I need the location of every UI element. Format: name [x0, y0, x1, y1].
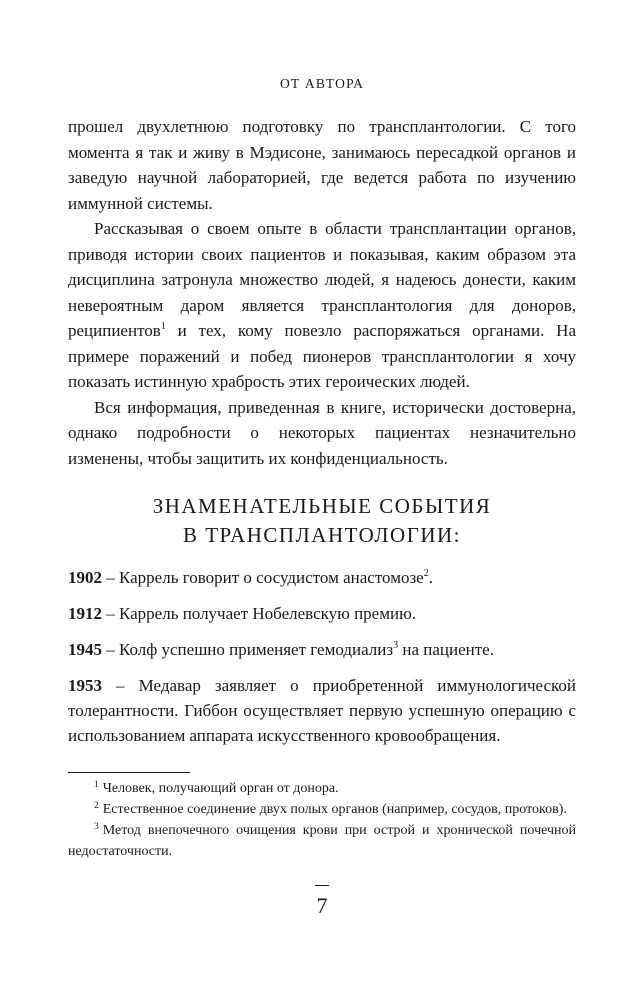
paragraph-1: прошел двухлетнюю подготовку по трансплантологии. С того момента я так и живу в Мэдисоне, занимаюсь пересадкой органов и заведую научной лабораторией, где ведется работа по изучению иммунной системы. — [68, 117, 576, 213]
paragraph-2-text-after: и тех, кому повезло распоряжаться органами. На примере поражений и побед пионеров трансплантологии я хочу показать истинную храбрость этих героических людей. — [68, 321, 576, 391]
timeline-entry — [68, 601, 576, 626]
footnote-divider — [68, 772, 190, 773]
timeline-text-after: на пациенте. — [398, 640, 494, 659]
timeline-text-after: . — [428, 568, 433, 587]
timeline-year: 1912 — [68, 604, 102, 623]
running-head: ОТ АВТОРА — [279, 76, 365, 91]
page-number-rule — [315, 885, 329, 886]
timeline-year: 1953 — [68, 676, 102, 695]
footnote-1 — [68, 778, 576, 799]
footnotes — [68, 778, 576, 862]
timeline-entry — [68, 673, 576, 748]
body-text — [68, 114, 576, 471]
timeline-text: – Каррель говорит о сосудистом анастомозе — [102, 568, 424, 587]
timeline-text: – Каррель получает Нобелевскую премию. — [102, 604, 417, 623]
paragraph-2 — [68, 216, 576, 395]
section-title — [68, 492, 576, 550]
footnote-ref-2: 2 — [423, 568, 429, 579]
paragraph-3: Вся информация, приведенная в книге, исторически достоверна, однако подробности о некоторых пациентах незначительно изменены, чтобы защитить их конфиденциальность. — [68, 397, 576, 468]
section-title-line-1: ЗНАМЕНАТЕЛЬНЫЕ СОБЫТИЯ — [152, 494, 492, 518]
footnote-ref-1: 1 — [160, 321, 166, 332]
footnote-text: Естественное соединение двух полых органов (например, сосудов, протоков). — [102, 802, 567, 817]
footnote-2 — [68, 799, 576, 820]
footnote-number: 1 — [94, 780, 99, 790]
timeline-list — [68, 565, 576, 759]
section-title-line-2: В ТРАНСПЛАНТОЛОГИИ: — [182, 523, 462, 547]
timeline-year: 1945 — [68, 640, 102, 659]
footnote-3 — [68, 820, 576, 862]
timeline-entry — [68, 637, 576, 662]
timeline-text: – Колф успешно применяет гемодиализ — [102, 640, 394, 659]
footnote-text: Метод внепочечного очищения крови при острой и хронической почечной недостаточности. — [68, 823, 576, 859]
page-number: 7 — [316, 893, 328, 918]
timeline-text: – Медавар заявляет о приобретенной иммунологической толерантности. Гиббон осуществляет первую успешную операцию с использованием аппарата искусственного кровообращения. — [68, 676, 576, 745]
timeline-year: 1902 — [68, 568, 102, 587]
paragraph-2-text-before: Рассказывая о своем опыте в области трансплантации органов, приводя истории своих пациентов и показывая, каким образом эта дисциплина затронула множество людей, я надеюсь донести, каким невероятным даром является трансплантология для доноров, реципиентов — [68, 219, 576, 340]
footnote-number: 3 — [94, 822, 99, 832]
footnote-number: 2 — [94, 801, 99, 811]
footnote-text: Человек, получающий орган от донора. — [102, 781, 339, 796]
timeline-entry — [68, 565, 576, 590]
footnote-ref-3: 3 — [393, 640, 399, 651]
